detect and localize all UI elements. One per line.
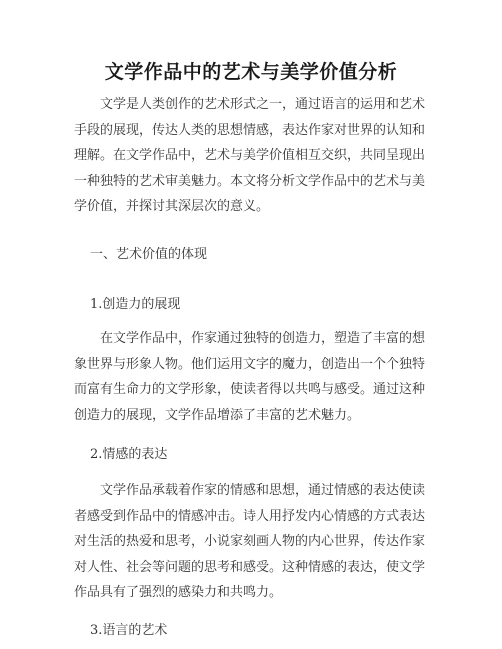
section-heading-art-value: 一、艺术价值的体现 <box>90 247 208 262</box>
emotion-paragraph: 文学作品承载着作家的情感和思想，通过情感的表达使读者感受到作品中的情感冲击。诗人用抒发内心情感的方式表达对生活的热爱和思考，小说家刻画人物的内心世界，传达作家对人性、社会等问题的思考和感受。这种情感的表达，使文学作品具有了强烈的感染力和共鸣力。 <box>74 483 426 600</box>
subsection-heading-creativity: 1.创造力的展现 <box>90 297 181 312</box>
intro-paragraph: 文学是人类创作的艺术形式之一，通过语言的运用和艺术手段的展现，传达人类的思想情感，表达作家对世界的认知和理解。在文学作品中，艺术与美学价值相互交织，共同呈现出一种独特的艺术审美魅力。本文将分析文学作品中的艺术与美学价值，并探讨其深层次的意义。 <box>74 97 426 214</box>
document-title: 文学作品中的艺术与美学价值分析 <box>104 61 398 83</box>
subsection-heading-emotion: 2.情感的表达 <box>90 447 168 462</box>
subsection-heading-language-art: 3.语言的艺术 <box>90 623 168 638</box>
creativity-paragraph: 在文学作品中，作家通过独特的创造力，塑造了丰富的想象世界与形象人物。他们运用文字的魔力，创造出一个个独特而富有生命力的文学形象，使读者得以共鸣与感受。通过这种创造力的展现，文学作品增添了丰富的艺术魅力。 <box>74 331 426 423</box>
